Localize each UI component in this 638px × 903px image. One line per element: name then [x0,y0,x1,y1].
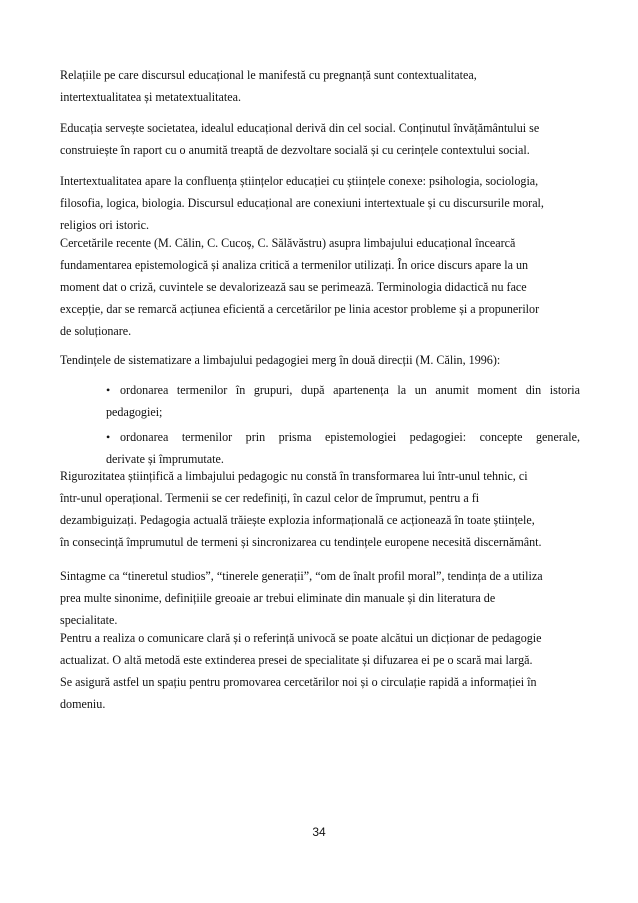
bullet-list [106,379,580,470]
bullet-item [106,379,580,423]
text-line: Tendințele de sistematizare a limbajului pedagogiei merg în două direcții (M. Călin, 1996): [60,353,501,367]
bullet-line [106,379,580,401]
text-line: actualizat. O altă metodă este extinderea presei de specialitate și difuzarea ei pe o scară mai largă. [60,653,533,667]
text-line: într-unul operațional. Termenii se cer redefiniți, în cazul celor de împrumut, pentru a fi [60,491,480,505]
paragraph [60,117,580,161]
text-line: Pentru a realiza o comunicare clară și o referință univocă se poate alcătui un dicționar de pedagogie [60,631,542,645]
text-line: dezambiguizați. Pedagogia actuală trăiește explozia informațională ce acționează în toate științele, [60,513,535,527]
paragraph [60,64,580,108]
text-line: de soluționare. [60,324,132,338]
bullet-text: ordonarea termenilor prin prisma epistemologiei pedagogiei: concepte generale, [120,430,580,444]
paragraph [60,170,580,236]
text-line: Intertextualitatea apare la confluența științelor educației cu științele conexe: psihologia, sociologia, [60,174,539,188]
bullet-text: derivate și împrumutate. [106,452,224,466]
bullet-text: pedagogiei; [106,405,163,419]
text-line: religios ori istoric. [60,218,150,232]
text-line: construiește în raport cu o anumită treaptă de dezvoltare socială și cu cerințele contextului social. [60,143,530,157]
text-line: prea multe sinonime, definițiile greoaie ar trebui eliminate din manuale și din literatura de [60,591,496,605]
text-line: specialitate. [60,613,118,627]
text-line: Relațiile pe care discursul educațional le manifestă cu pregnanță sunt contextualitatea, [60,68,477,82]
bullet-icon: • [106,430,111,444]
text-line: excepție, dar se remarcă acțiunea eficientă a cercetărilor pe linia acestor probleme și a propunerilor [60,302,540,316]
text-line: filosofia, logica, biologia. Discursul educațional are conexiuni intertextuale și cu discursurile moral, [60,196,544,210]
paragraph [60,465,580,553]
paragraph [60,349,580,371]
page-number: 34 [312,825,326,839]
paragraph [60,565,580,631]
bullet-icon: • [106,383,111,397]
text-line: în consecință împrumutul de termeni și sincronizarea cu tendințele europene necesită discernământ. [60,535,542,549]
text-line: fundamentarea epistemologică și analiza critică a termenilor utilizați. În orice discurs apare la un [60,258,529,272]
text-line: Educația servește societatea, idealul educațional derivă din cel social. Conținutul învățământului se [60,121,540,135]
bullet-line [106,401,580,423]
text-line: Sintagme ca “tineretul studios”, “tinerele generații”, “om de înalt profil moral”, tendința de a utiliza [60,569,543,583]
text-line: domeniu. [60,697,106,711]
text-line: Rigurozitatea științifică a limbajului pedagogic nu constă în transformarea lui într-unul tehnic, ci [60,469,528,483]
paragraph [60,232,580,342]
text-line: Se asigură astfel un spațiu pentru promovarea cercetărilor noi și o circulație rapidă a informației în [60,675,537,689]
paragraph [60,627,580,715]
bullet-line [106,426,580,448]
bullet-text: ordonarea termenilor în grupuri, după apartenența la un anumit moment din istoria [120,383,580,397]
bullet-item [106,426,580,470]
text-line: Cercetările recente (M. Călin, C. Cucoș, C. Sălăvăstru) asupra limbajului educațional încearcă [60,236,516,250]
text-line: intertextualitatea și metatextualitatea. [60,90,241,104]
text-line: moment dat o criză, cuvintele se devalorizează sau se perimează. Terminologia didactică nu face [60,280,527,294]
